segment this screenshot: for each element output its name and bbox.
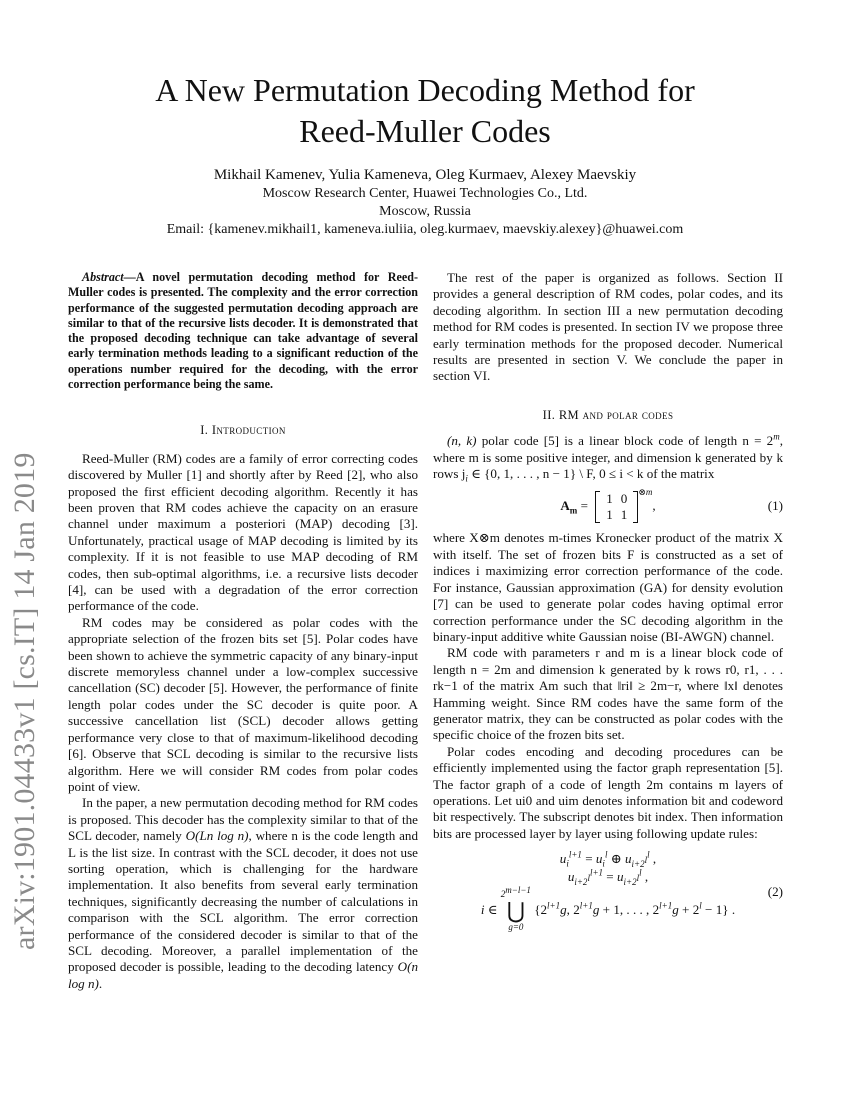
section-1-heading <box>68 422 418 438</box>
kronecker-paragraph: where X⊗m denotes m-times Kronecker product of the matrix X with itself. The set of frozen bits F is constructed as a set of indices i maximizing error correction performance of the code. For instance, Gaussian approximation (GA) for density evolution [7] can be used to generate polar codes having optimal error correction performance under the SC decoding algorithm in the binary-input additive white Gaussian noise (BI-AWGN) channel. <box>433 530 783 644</box>
equation-2-number: (2) <box>767 883 783 899</box>
matrix-cell: 1 <box>606 491 613 507</box>
organization-paragraph: The rest of the paper is organized as follows. Section II provides a general description of RM codes, polar codes, and its decoding algorithm. In section III a new permutation decoding method for RM codes is presented. In section IV we propose three early termination methods for the proposed decoder. Numerical results are presented in section V. We conclude the paper in section VI. <box>433 270 783 384</box>
eq1-matrix <box>595 491 638 523</box>
title-line-1: A New Permutation Decoding Method for <box>155 72 695 108</box>
author-block <box>100 166 750 239</box>
arxiv-stamp: arXiv:1901.04433v1 [cs.IT] 14 Jan 2019 <box>8 452 41 950</box>
author-names: Mikhail Kamenev, Yulia Kameneva, Oleg Kurmaev, Alexey Maevskiy <box>213 167 637 183</box>
polar-text-d: ∈ {0, 1, . . . , n − 1} \ F, 0 ≤ i < k of the matrix <box>467 466 715 482</box>
matrix-cell: 1 <box>606 507 613 523</box>
affiliation: Moscow Research Center, Huawei Technologies Co., Ltd. <box>262 186 588 201</box>
abstract <box>68 270 418 392</box>
eq2-line-3: i ∈ $2^{m-l-1}$ ⋃ g=0 {$2^{l+1}g$, $2^{l+1}g + 1$, . . . , $2^{l+1}g + 2^l - 1$} . <box>480 885 736 933</box>
intro-p3-part-c: . <box>98 975 103 991</box>
union-operator: $2^{m-l-1}$ ⋃ g=0 <box>500 885 531 933</box>
intro-paragraph-1: Reed-Muller (RM) codes are a family of error correcting codes discovered by Muller [1] and shortly after by Reed [2], who also proposed the first efficient decoding algorithm. Recently it has been proven that RM codes achieve the capacity on an erasure channel under maximum a posteriori (MAP) decoding [3]. Unfortunately, practical usage of MAP decoding is limited by its complexity. If it is not feasible to use MAP decoding of RM codes, then sub-optimal algorithms, i.e. a recursive lists decoder [4], can be used with a degradation of the error correction performance of the code. <box>68 450 418 614</box>
intro-paragraph-2: RM codes may be considered as polar codes with the appropriate selection of the frozen bits set [5]. Polar codes have been shown to achieve the symmetric capacity of any binary-input discrete memoryless channel under a low-complex successive cancellation (SC) decoder [5]. However, the performance of finite length polar codes under the SC decoder is quite poor. A successive cancellation list (SCL) decoder allows getting performance very close to that of maximum-likelihood decoding [6]. Observe that SCL decoding is similar to the recursive lists algorithm. Here we will consider RM codes from polar codes point of view. <box>68 614 418 794</box>
section-2-heading <box>433 407 783 423</box>
intro-paragraph-3 <box>68 795 418 992</box>
abstract-text: —A novel permutation decoding method for Reed-Muller codes is presented. The complexity and the error correction performance of the suggested permutation decoding approach are similar to that of the recursive lists decoder. It is demonstrated that the proposed decoding technique can take advantage of several early termination methods leading to a significant reduction of the operations number required for the decoding, with the error correction performance being the same. <box>68 270 418 392</box>
polar-text-b: polar code [5] is a linear block code of length n = 2 <box>476 433 774 449</box>
equation-1: $A_m$ = 1 0 1 1 $^{\otimes m}$, (1) <box>433 486 783 526</box>
complexity-formula-1: O(Ln log n) <box>185 828 249 844</box>
polar-nk: (n, k) <box>447 433 477 449</box>
intro-p3-part-b: , where n is the code length and L is the list size. In contrast with the SCL decoder, it does not use sorting operation, which is challenging for the hardware implementation. It also benefits from several early termination techniques, significantly decreasing the number of calculations in comparison with the SCL algorithm. The error correction performance of the considered decoder is similar to that of the SCL decoding. Moreover, a parallel implementation of the proposed decoder is possible, leading to the decoding latency <box>68 828 418 975</box>
left-column <box>68 270 418 992</box>
eq1-sup: ⊗m <box>638 487 653 498</box>
eq2-line-1: $u_i^{l+1} = u_i^l$ ⊕ $u_{i+2^l}^l$ , <box>559 849 657 869</box>
equation-1-number: (1) <box>767 498 783 514</box>
matrix-cell: 1 <box>620 507 628 523</box>
email: Email: {kamenev.mikhail1, kameneva.iuliia, oleg.kurmaev, maevskiy.alexey}@huawei.com <box>166 222 684 237</box>
eq1-tail: , <box>652 498 656 514</box>
paper-title <box>80 70 770 152</box>
matrix-cell: 0 <box>620 491 628 507</box>
section-1-title: Introduction <box>211 423 286 438</box>
rm-code-paragraph: RM code with parameters r and m is a linear block code of length n = 2m and dimension k generated by k rows r0, r1, . . . rk−1 of the matrix Am such that ‖ri‖ ≥ 2m−r, where ‖x‖ denotes Hamming weight. Since RM codes have the same form of the generator matrix, they can be constructed as polar codes with the specific choice of the frozen bits set. <box>433 645 783 743</box>
section-2-title: RM and polar codes <box>558 407 674 422</box>
title-line-2: Reed-Muller Codes <box>299 113 551 149</box>
location: Moscow, Russia <box>379 204 471 219</box>
right-column <box>433 270 783 937</box>
equation-2 <box>433 850 783 933</box>
polar-code-paragraph: (n, k) polar code [5] is a linear block code of length $n = 2^m$, where m is some positive integer, and dimension k generated by k rows $j_i$ ∈ {0, 1, . . . , n − 1} \ F, 0 ≤ i < k of the matrix <box>433 431 783 484</box>
intro-p3-part-a: In the paper, a new permutation decoding method for RM codes is proposed. This decoder has the complexity similar to that of the SCL decoder, namely <box>68 795 418 844</box>
abstract-lead: Abstract <box>82 270 124 284</box>
section-1-number: I. <box>200 423 209 438</box>
eq2-line-2: $u_{i+2^l}^{l+1} = u_{i+2^l}^l$ , <box>567 867 649 887</box>
section-2-number: II. <box>542 407 556 422</box>
complexity-formula-2: O(n log n) <box>68 959 418 991</box>
polar-text-c: , where m is some positive integer, and dimension k generated by k rows j <box>433 433 783 482</box>
encoding-paragraph: Polar codes encoding and decoding procedures can be efficiently implemented using the factor graph representation [5]. The factor graph of a code of length 2m contains m layers of operations. Let ui0 and uim denotes information bit and codeword bit respectively. The subscript denotes bit index. Then information bits are processed layer by layer using following update rules: <box>433 743 783 841</box>
eq1-lhs: A <box>560 498 570 514</box>
eq1-sub: m <box>569 506 578 517</box>
